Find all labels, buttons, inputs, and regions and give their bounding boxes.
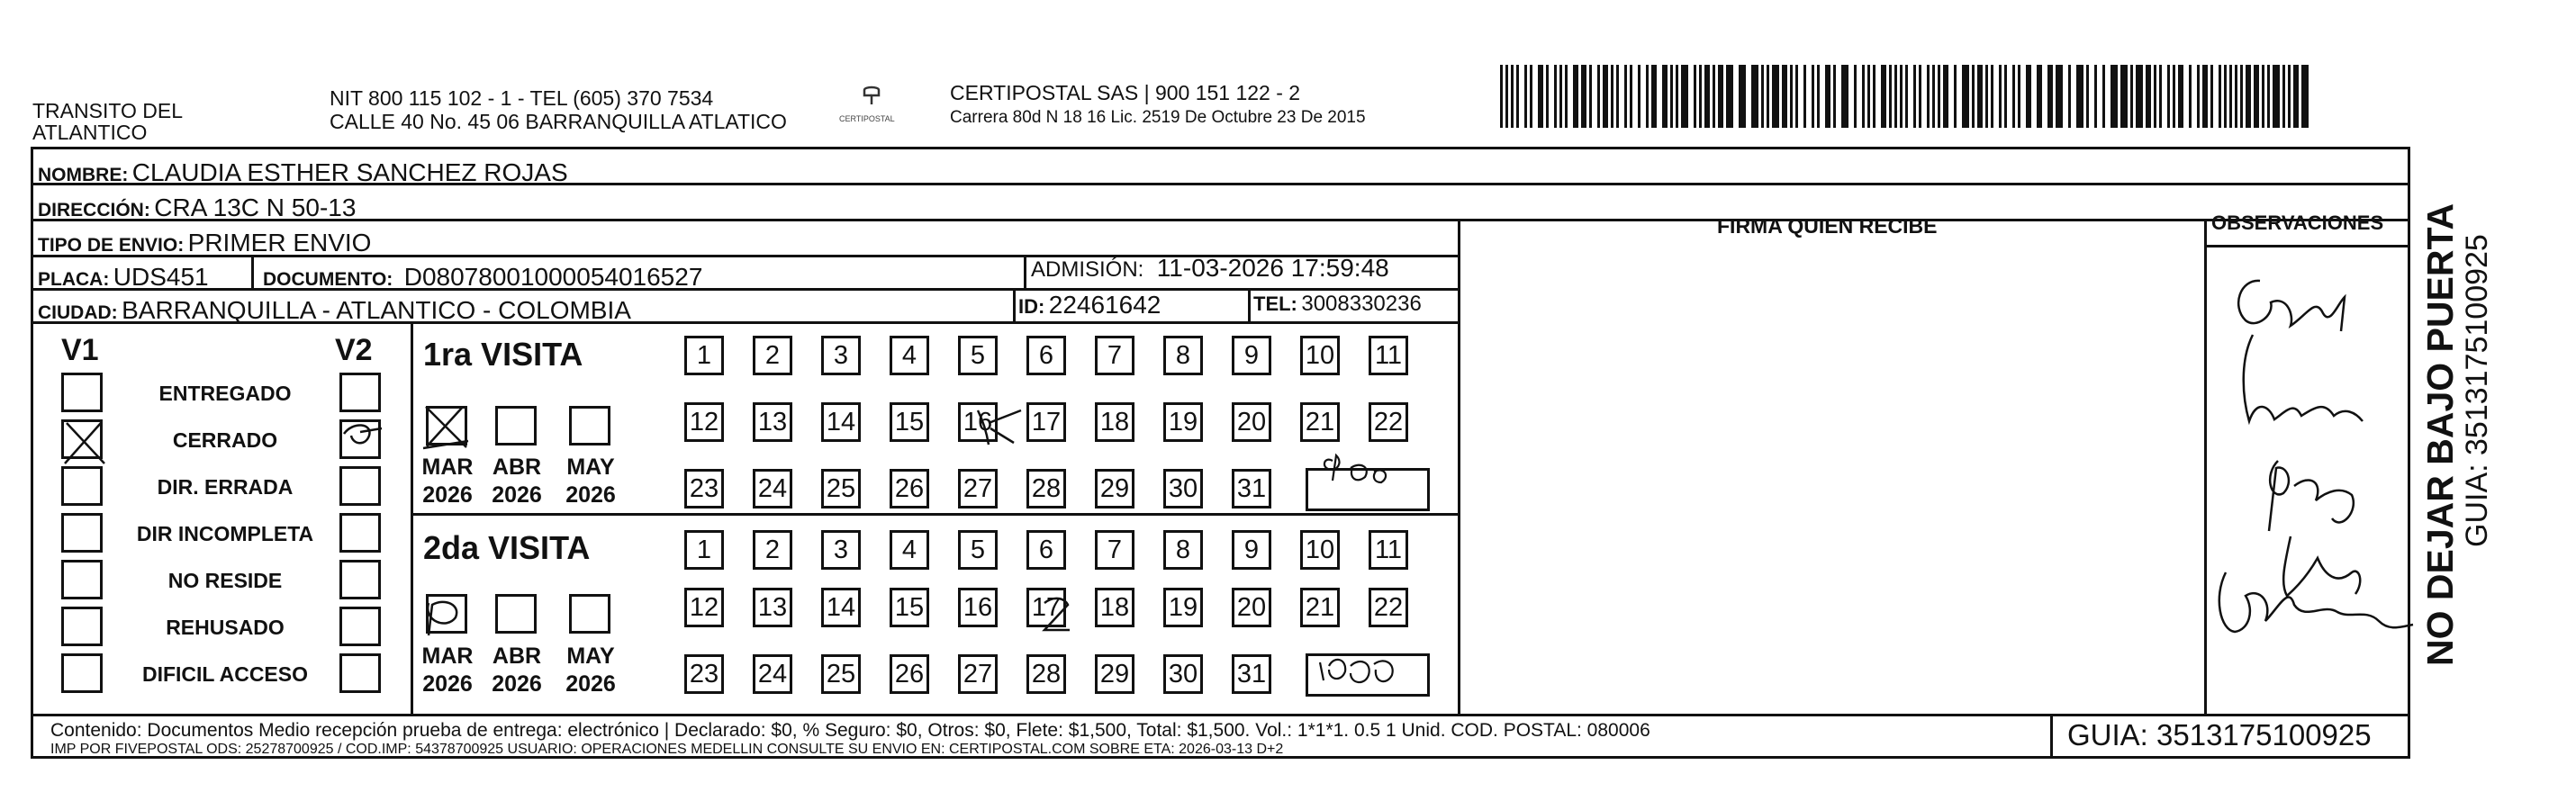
visit1-day[interactable]: 8	[1163, 336, 1203, 375]
month-year: 2026	[565, 671, 616, 698]
visit1-day[interactable]: 14	[821, 402, 861, 442]
month-year: 2026	[422, 671, 473, 698]
admision-label: ADMISIÓN:	[1031, 257, 1144, 282]
visit1-day[interactable]: 19	[1163, 402, 1203, 442]
visit1-day[interactable]: 21	[1300, 402, 1340, 442]
visit1-day[interactable]: 15	[890, 402, 929, 442]
sender-name-line1: TRANSITO DEL	[32, 99, 183, 122]
visit1-day[interactable]: 22	[1369, 402, 1408, 442]
placa-label: PLACA:	[38, 269, 110, 290]
visit2-day[interactable]: 27	[958, 654, 998, 694]
visit1-day[interactable]: 13	[753, 402, 792, 442]
visit2-day[interactable]: 13	[753, 588, 792, 627]
logo-text: CERTIPOSTAL	[839, 114, 895, 123]
visit2-day[interactable]: 31	[1232, 654, 1271, 694]
visit2-day[interactable]: 14	[821, 588, 861, 627]
visit1-day[interactable]: 24	[753, 469, 792, 508]
visit2-day[interactable]: 11	[1369, 530, 1408, 570]
month-year: 2026	[492, 671, 542, 698]
month-name: MAY	[566, 644, 615, 669]
visit1-day[interactable]: 9	[1232, 336, 1271, 375]
visit1-day[interactable]: 10	[1300, 336, 1340, 375]
visit1-day[interactable]: 7	[1095, 336, 1134, 375]
visit2-day[interactable]: 30	[1163, 654, 1203, 694]
visit2-day[interactable]: 28	[1026, 654, 1066, 694]
visit1-day[interactable]: 29	[1095, 469, 1134, 508]
month-year: 2026	[492, 482, 542, 508]
visit1-day[interactable]: 11	[1369, 336, 1408, 375]
visit2-day[interactable]: 15	[890, 588, 929, 627]
direccion-label: DIRECCIÓN:	[38, 200, 150, 220]
visit1-title: 1ra VISITA	[423, 336, 583, 373]
footer-guia: GUIA: 3513175100925	[2067, 718, 2372, 752]
visit1-day[interactable]: 4	[890, 336, 929, 375]
id-label: ID:	[1018, 295, 1045, 318]
month-year: 2026	[422, 482, 473, 508]
carrier-name: CERTIPOSTAL SAS | 900 151 122 - 2	[950, 81, 1301, 104]
visit2-day[interactable]: 23	[684, 654, 724, 694]
visit1-day[interactable]: 17	[1026, 402, 1066, 442]
direccion-value: CRA 13C N 50-13	[154, 194, 357, 221]
ciudad-label: CIUDAD:	[38, 302, 118, 323]
month-name: MAY	[566, 454, 615, 480]
visit2-day[interactable]: 25	[821, 654, 861, 694]
visit1-day[interactable]: 25	[821, 469, 861, 508]
visit1-day[interactable]: 12	[684, 402, 724, 442]
visit2-day[interactable]: 1	[684, 530, 724, 570]
no-dejar-bajo-puerta: NO DEJAR BAJO PUERTA	[2419, 202, 2461, 666]
visit1-day[interactable]: 30	[1163, 469, 1203, 508]
nombre-label: NOMBRE:	[38, 165, 129, 185]
visit2-day[interactable]: 12	[684, 588, 724, 627]
visit2-day[interactable]: 4	[890, 530, 929, 570]
visit1-day[interactable]: 26	[890, 469, 929, 508]
carrier-license: Carrera 80d N 18 16 Lic. 2519 De Octubre 23 De 2015	[950, 108, 1366, 127]
admision-value: 11-03-2026 17:59:48	[1156, 254, 1389, 282]
status-label: ENTREGADO	[158, 382, 292, 405]
visit2-day[interactable]: 26	[890, 654, 929, 694]
status-label: DIR INCOMPLETA	[136, 522, 314, 545]
status-label: NO RESIDE	[167, 569, 283, 592]
month-name: ABR	[492, 644, 542, 669]
v2-label: V2	[335, 333, 373, 367]
month-name: ABR	[492, 454, 542, 480]
visit2-day[interactable]: 29	[1095, 654, 1134, 694]
visit1-day[interactable]: 6	[1026, 336, 1066, 375]
visit2-day[interactable]: 9	[1232, 530, 1271, 570]
ciudad-value: BARRANQUILLA - ATLANTICO - COLOMBIA	[122, 296, 631, 324]
id-value: 22461642	[1048, 291, 1161, 319]
v1-label: V1	[61, 333, 99, 367]
visit1-day[interactable]: 31	[1232, 469, 1271, 508]
visit2-day[interactable]: 7	[1095, 530, 1134, 570]
visit2-day[interactable]: 19	[1163, 588, 1203, 627]
month-name: MAR	[421, 454, 474, 480]
firma-header: FIRMA QUIEN RECIBE	[1717, 214, 1938, 238]
placa-value: UDS451	[113, 263, 209, 291]
footer-contenido: Contenido: Documentos Medio recepción prueba de entrega: electrónico | Declarado: $0, % Seguro: $0, Otros: $0, Flete: $1,500, Total: $1,500. Vol.: 1*1*1. 0.5 1 Unid. COD. POSTAL: 080006	[50, 720, 1650, 741]
footer-imp: IMP POR FIVEPOSTAL ODS: 25278700925 / COD.IMP: 54378700925 USUARIO: OPERACIONES MEDELLIN CONSULTE SU ENVIO EN: CERTIPOSTAL.COM SOBRE ETA: 2026-03-13 D+2	[50, 742, 1284, 757]
sender-nit: NIT 800 115 102 - 1 - TEL (605) 370 7534	[330, 86, 714, 110]
status-label: DIR. ERRADA	[157, 475, 294, 499]
month-name: MAR	[421, 644, 474, 669]
visit1-day[interactable]: 27	[958, 469, 998, 508]
visit1-day[interactable]: 18	[1095, 402, 1134, 442]
nombre-value: CLAUDIA ESTHER SANCHEZ ROJAS	[131, 158, 568, 186]
visit1-day[interactable]: 3	[821, 336, 861, 375]
visit1-day[interactable]: 23	[684, 469, 724, 508]
visit2-day[interactable]: 6	[1026, 530, 1066, 570]
visit2-day[interactable]: 21	[1300, 588, 1340, 627]
visit1-day[interactable]: 28	[1026, 469, 1066, 508]
visit2-day[interactable]: 5	[958, 530, 998, 570]
side-guia: GUIA: 3513175100925	[2460, 234, 2494, 547]
visit2-day[interactable]: 3	[821, 530, 861, 570]
visit2-day[interactable]: 18	[1095, 588, 1134, 627]
sender-address: CALLE 40 No. 45 06 BARRANQUILLA ATLATICO	[330, 110, 787, 133]
status-label: REHUSADO	[166, 616, 285, 639]
visit1-day[interactable]: 5	[958, 336, 998, 375]
tipo-label: TIPO DE ENVIO:	[38, 235, 185, 256]
visit2-day[interactable]: 10	[1300, 530, 1340, 570]
tipo-value: PRIMER ENVIO	[187, 229, 372, 256]
tel-value: 3008330236	[1301, 292, 1422, 316]
documento-label: DOCUMENTO:	[263, 269, 393, 290]
visit1-day[interactable]: 16	[958, 402, 998, 442]
visit2-day[interactable]: 16	[958, 588, 998, 627]
visit1-day[interactable]: 2	[753, 336, 792, 375]
visit2-day[interactable]: 24	[753, 654, 792, 694]
visit2-title: 2da VISITA	[423, 529, 591, 566]
month-year: 2026	[565, 482, 616, 508]
visit2-day[interactable]: 20	[1232, 588, 1271, 627]
visit1-day[interactable]: 20	[1232, 402, 1271, 442]
visit2-day[interactable]: 2	[753, 530, 792, 570]
visit2-day[interactable]: 8	[1163, 530, 1203, 570]
status-label: DIFICIL ACCESO	[141, 662, 308, 686]
visit2-day[interactable]: 17	[1026, 588, 1066, 627]
visit2-day[interactable]: 22	[1369, 588, 1408, 627]
observaciones-header: OBSERVACIONES	[2211, 212, 2384, 234]
documento-value: D08078001000054016527	[403, 263, 703, 291]
tel-label: TEL:	[1253, 292, 1297, 315]
status-label: CERRADO	[172, 428, 278, 452]
sender-name-line2: ATLANTICO	[32, 121, 148, 144]
visit1-day[interactable]: 1	[684, 336, 724, 375]
